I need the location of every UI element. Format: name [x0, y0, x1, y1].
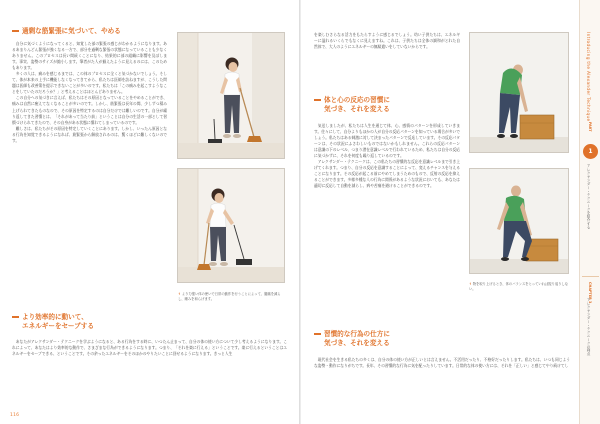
- left-photo-caption: [178, 292, 286, 302]
- photo-woman-dustpan: [177, 168, 285, 283]
- sidebar-part-label: PART: [588, 122, 592, 132]
- right-photo-caption: [469, 282, 571, 292]
- left-photo-caption-text: より力強い体の使いで日常の動作を行うことによって、腰痛を減らし、睡みを和らげます。: [178, 292, 281, 301]
- heading-bar: [12, 30, 19, 31]
- paragraph: 気送しましたが、私たちは人生を通じて体、心、感情のパターンを形成していきます。往々にして、自分よりもほかの人が自分の反応パターンを知っている場合が多いでしょう。私たちはある刺激に対して決まったパターンで反応しています。その反応パターンは、その状況にふさわしいものではないかもしれません。これらの反応パターンは意識の下のレベル、つまり潜在意識レベルで行われているため、私たちは自分の反応に気づかずに、それを何度も繰り返しているのです。: [314, 124, 460, 159]
- sidebar-chapter-label: CHAPTER 3: [588, 282, 592, 304]
- sidebar-part-number-badge: 1: [583, 144, 598, 159]
- paragraph: 難しさは、私たちがその原因を特定していくことにあります。しかし、いったん原因となる行為を知覚できるようになれば、筋緊張から解放されるのは、驚くほどに難しくないのです。: [12, 126, 167, 143]
- sidebar-chapter-title: アレクサンダー・テクニークの利点: [587, 298, 591, 356]
- section-heading-4: [314, 330, 464, 348]
- paragraph: 自分に気づくようになってくると、知覚した部の緊張の感じがわかるようになります。あるあまりんどん緊張が強くなる一方で、部分を過剰な緊張の状態になっていることも少なくありません。このプロセスは長い間続くことになり、結果的に部の組織に影響を及ぼします。事実、姿勢のサイズが縮小します。筆者がた人が揃えたように見えるのには、このためもあります。: [12, 42, 167, 71]
- photo-woman-dustpan-illustration: [178, 169, 285, 283]
- page-number-left: 116: [10, 413, 20, 418]
- section-heading-3-line1: 体と心の反応の習慣に: [324, 96, 390, 104]
- heading-bar: [12, 316, 19, 317]
- chapter-sidebar: [579, 0, 600, 424]
- section-heading-2: [12, 313, 172, 331]
- right-body-text-4: [314, 357, 570, 407]
- paragraph: アレクサンダー・テクニークは、この私たちの習慣的な反応を意識レベルまで引き上げてくれます。つまり、自分の反応を意識することによって、変えるチャンスを与えることになります。その反応が起こる前にやめてしまうためのもので、反射の反応を抑えることができます。多様多種な人の行為に関係があるような状況においても、あなたは適切に反応して自動を減らし、病や苦痛を避けることができるのです。: [314, 160, 460, 189]
- sidebar-divider: [582, 276, 599, 277]
- page-gutter: [299, 0, 301, 424]
- left-body-text-2: [12, 339, 287, 407]
- section-heading-2-line1: より効率的に動いて、: [22, 313, 88, 321]
- right-photo-caption-text: 物を取り上げるとき、体のバランスをとっていれば振り返りしない。: [469, 282, 569, 291]
- right-body-text-0: [314, 32, 460, 87]
- paragraph: 現代社会を生きる私たちの多くは、自分の体の使い方が正しいとは言えません。不活用だったり、不格好だったりします。私たちは、いつも同じような姿勢・動作になりがちです。長年、その習慣的な行為に気を配ったりしています。日常的な体の使い方には、それを「正しい」と感じてやり続けてし: [314, 358, 570, 369]
- section-heading-3-line2: 気づき、それを変える: [324, 105, 390, 113]
- paragraph: を楽しむさらなる活力をもたらすように感じるでしょう。幼い子供たちは、エネルギーに溢れるいくらでもなくに見えますね。これは、子供たちは全体の調和がとれた自然体で、大人のようにエネルギーの無駄遣いをしていないからです。: [314, 33, 460, 50]
- section-heading-1: [12, 27, 172, 36]
- caption-arrow-icon: ↑: [178, 292, 181, 296]
- sidebar-english-title: Introducing the Alexander Technique: [585, 32, 590, 122]
- section-heading-2-line2: エネルギーをセーブする: [22, 322, 94, 330]
- sidebar-part-title: アレクサンダー・テクニークを紹介する: [587, 164, 591, 229]
- left-body-text-1: [12, 41, 167, 281]
- photo-man-lifting-box: [469, 168, 569, 274]
- section-heading-4-line1: 習慣的な行為の仕方に: [324, 330, 390, 338]
- caption-arrow-icon: ↑: [469, 282, 472, 286]
- right-body-text-3: [314, 123, 460, 327]
- section-heading-1-text: 過剰な筋緊張に気づいて、やめる: [22, 27, 121, 35]
- paragraph: この自分への気づきに言えば、私たちはその原因となっていることをやめることができ、痛みは自然に癒えてなくなることが多いのです。しかし、筋緊張は長年の間、少しずつ積み上げられてきたものなので、その原因を特定するのは自分だけでは難しいのです。自分が繰り返してきた習慣とは、「それがあって当たり前」ということは自分の生活の一部として習慣づけられてきたので、その自身がある状態に慣れてしまっているのです。: [12, 96, 167, 125]
- heading-bar: [314, 99, 321, 100]
- photo-man-bending: [469, 32, 569, 153]
- paragraph: あなたがアレクサンダー・テクニークを学ぶようになると、ある行為をする時に、いつたん止まって、自分の体の使い方について少し考えるようになります。これによって、あなたはより効率的な動作で、さまざまな行為ができるようになります。つまり、「それを楽に行える」ということです。楽に行えるということはエネルギーをセーブできる、ということです。その余ったエネルギーをそのほかのやりたいことに回せるようになります。きっと人生: [12, 340, 287, 357]
- heading-bar: [314, 333, 321, 334]
- section-heading-4-line2: 気づき、それを変える: [324, 339, 390, 347]
- photo-man-bending-illustration: [470, 33, 569, 153]
- photo-woman-sweeping: [177, 32, 285, 159]
- section-heading-3: [314, 96, 464, 114]
- paragraph: 多くの人は、痛みを感じるまでは、この体のプロセスに全くと気づかないでしょう。そして、体が本来の上手に機能しなくなってきてから、私たちは医師を訪ねますが、こうした問題は医師も改善策を提示できないことが多いのです。私たちは「この痛みを起こすようなことをしていたのだろうか？」と考えることはほとんどありません。: [12, 72, 167, 95]
- photo-woman-sweeping-illustration: [178, 33, 285, 159]
- photo-man-lifting-box-illustration: [470, 169, 569, 274]
